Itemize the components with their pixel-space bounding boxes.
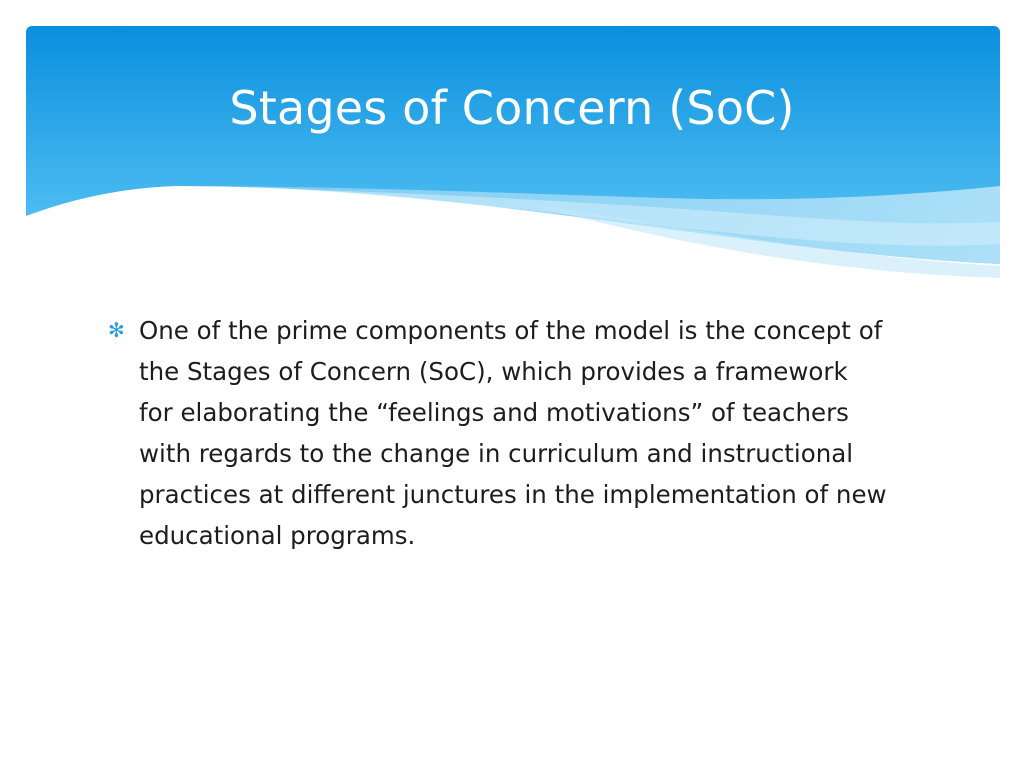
slide-title: Stages of Concern (SoC) [229, 81, 795, 135]
slide-body [108, 310, 888, 556]
header-banner [26, 26, 1000, 286]
header-wave-graphic [26, 26, 1000, 286]
bullet-text: One of the prime components of the model is the concept of the Stages of Concern (SoC), which provides a framework for elaborating the “feelings and motivations” of teachers with regards to the change in curriculum and instructional practices at different junctures in the implementation of new educational programs. [139, 316, 887, 550]
bullet-item [108, 310, 888, 556]
asterisk-bullet-icon: ✻ [108, 318, 125, 342]
